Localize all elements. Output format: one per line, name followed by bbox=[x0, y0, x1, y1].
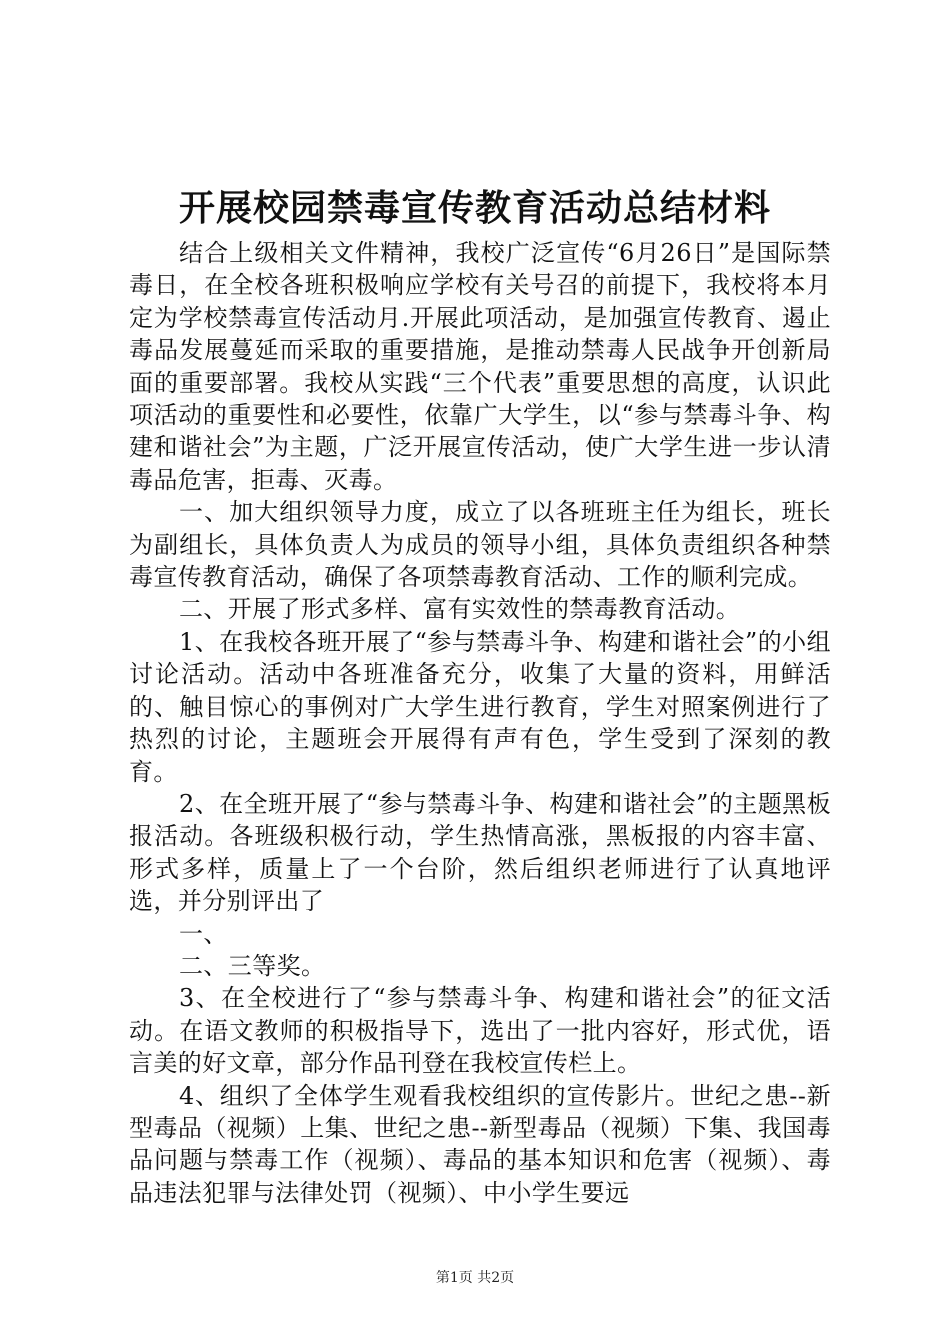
document-body bbox=[129, 237, 831, 1209]
document-title: 开展校园禁毒宣传教育活动总结材料 bbox=[178, 187, 771, 229]
paragraph-award-second-third: 二、三等奖。 bbox=[179, 951, 326, 980]
paragraph-item-4: 4、组织了全体学生观看我校组织的宣传影片。世纪之患--新型毒品（视频）上集、世纪之患--新型毒品（视频）下集、我国毒品问题与禁毒工作（视频）、毒品的基本知识和危害（视频）、毒品违法犯罪与法律处罚（视频）、中小学生要远 bbox=[129, 1081, 831, 1207]
paragraph-section-2: 二、开展了形式多样、富有实效性的禁毒教育活动。 bbox=[179, 595, 741, 624]
paragraph-item-3: 3、在全校进行了“参与禁毒斗争、构建和谐社会”的征文活动。在语文教师的积极指导下，选出了一批内容好，形式优，语言美的好文章，部分作品刊登在我校宣传栏上。 bbox=[129, 984, 831, 1078]
paragraph-item-2: 2、在全班开展了“参与禁毒斗争、构建和谐社会”的主题黑板报活动。各班级积极行动，学生热情高涨，黑板报的内容丰富、形式多样，质量上了一个台阶，然后组织老师进行了认真地评选，并分别评出了 bbox=[129, 789, 831, 916]
paragraph-section-1: 一、加大组织领导力度，成立了以各班班主任为组长，班长为副组长，具体负责人为成员的领导小组，具体负责组织各种禁毒宣传教育活动，确保了各项禁毒教育活动、工作的顺利完成。 bbox=[129, 498, 831, 592]
paragraph-award-first: 一、 bbox=[179, 919, 228, 948]
page-number-footer: 第1页 共2页 bbox=[435, 1270, 515, 1286]
paragraph-intro: 结合上级相关文件精神，我校广泛宣传“6月26日”是国际禁毒日，在全校各班积极响应学校有关号召的前提下，我校将本月定为学校禁毒宣传活动月.开展此项活动，是加强宣传教育、遏止毒品发展蔓延而采取的重要措施，是推动禁毒人民战争开创新局面的重要部署。我校从实践“三个代表”重要思想的高度，认识此项活动的重要性和必要性，依靠广大学生，以“参与禁毒斗争、构建和谐社会”为主题，广泛开展宣传活动，使广大学生进一步认清毒品危害，拒毒、灭毒。 bbox=[129, 239, 831, 494]
paragraph-item-1: 1、在我校各班开展了“参与禁毒斗争、构建和谐社会”的小组讨论活动。活动中各班准备充分，收集了大量的资料，用鲜活的、触目惊心的事例对广大学生进行教育，学生对照案例进行了热烈的讨论，主题班会开展得有声有色，学生受到了深刻的教育。 bbox=[129, 627, 831, 786]
